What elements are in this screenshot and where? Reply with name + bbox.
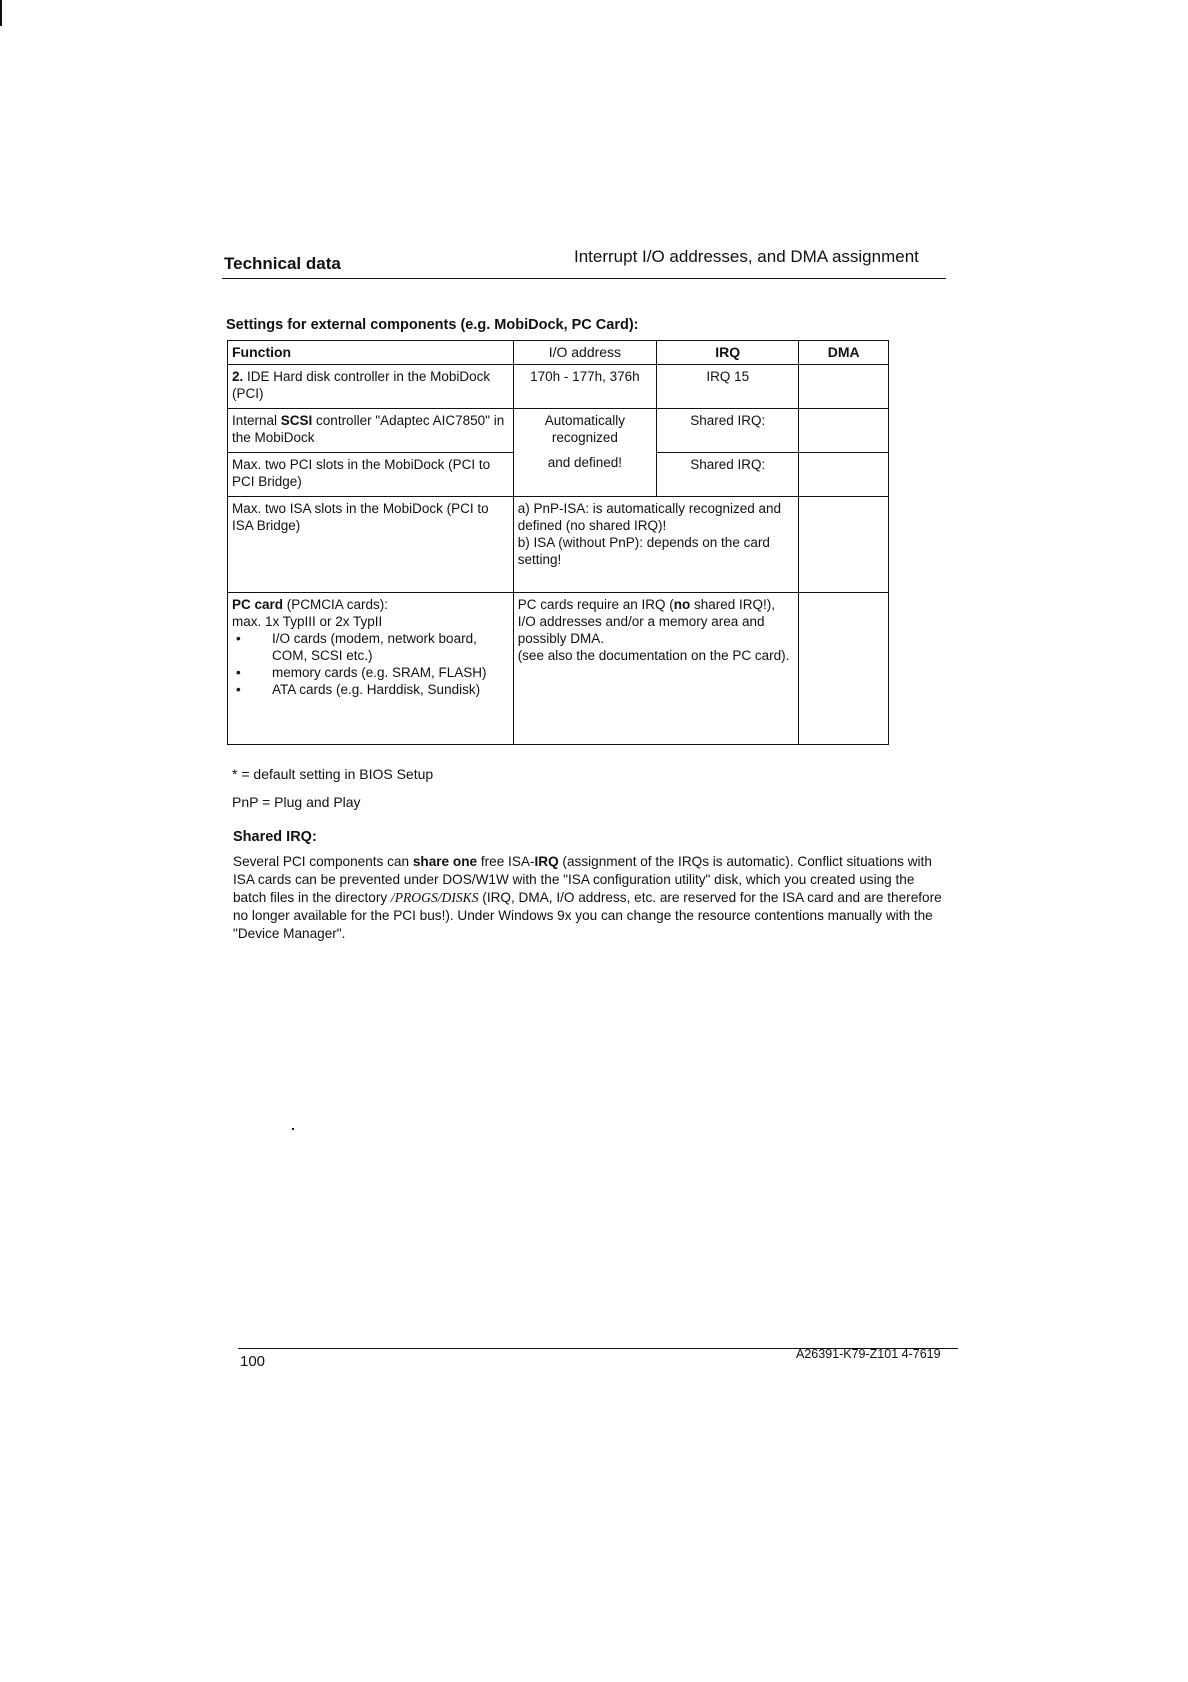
header-dma: DMA [799,341,889,365]
settings-table [227,340,889,745]
io-irq-note: (see also the documentation on the PC card). [517,648,790,663]
table-row [228,497,889,593]
note-pnp: PnP = Plug and Play [232,794,361,810]
function-bullet-list [232,630,509,698]
table-row [228,365,889,409]
shared-irq-paragraph [233,853,945,943]
cell-function [228,593,514,745]
function-pre: Internal [232,413,281,428]
document-id: A26391-K79-Z101 4-7619 [796,1347,941,1361]
list-item: • memory cards (e.g. SRAM, FLASH) [272,664,509,681]
io-irq-post: shared IRQ!), I/O addresses and/or a memory area and possibly DMA. [517,597,776,646]
cell-function: Max. two PCI slots in the MobiDock (PCI to PCI Bridge) [228,453,514,497]
io-irq-b: b) ISA (without PnP): depends on the card setting! [517,535,770,567]
cell-dma [799,365,889,409]
header-irq: IRQ [657,341,799,365]
cell-dma [799,497,889,593]
cell-irq: Shared IRQ: [657,409,799,453]
para-bold2: IRQ [534,854,559,869]
section-title: Settings for external components (e.g. MobiDock, PC Card): [226,317,639,333]
list-item: • ATA cards (e.g. Harddisk, Sundisk) [272,681,509,698]
header-io-address: I/O address [513,341,656,365]
cell-irq: Shared IRQ: [657,453,799,497]
para-path: /PROGS/DISKS [390,890,479,905]
function-bold: PC card [232,597,284,612]
function-bold: SCSI [280,413,313,428]
para-part3: (assignment of the IRQs is automatic). Conflict situations with ISA cards can be prevented under DOS/W1W with the "ISA configuration utility" disk, which you created using the batch files in the directory [233,854,932,905]
cell-function: Max. two ISA slots in the MobiDock (PCI to ISA Bridge) [228,497,514,593]
cell-function [228,409,514,453]
scan-edge-mark [0,0,2,26]
io-irq-bold: no [673,597,691,612]
function-line2: max. 1x TypIII or 2x TypII [232,614,383,629]
io-irq-a: a) PnP-ISA: is automatically recognized and defined (no shared IRQ)! [517,501,782,533]
header-right: Interrupt I/O addresses, and DMA assignment [574,247,919,266]
para-part1: Several PCI components can [233,854,413,869]
table-header-row [228,341,889,365]
cell-io-irq [513,497,799,593]
cell-dma [799,453,889,497]
io-irq-pre: PC cards require an IRQ ( [517,597,674,612]
cell-io: 170h - 177h, 376h [513,365,656,409]
para-part2: free ISA- [477,854,535,869]
table-row [228,409,889,453]
header-left: Technical data [224,254,341,273]
cell-dma [799,409,889,453]
stray-dot [292,1128,294,1130]
function-text: IDE Hard disk controller in the MobiDock (PCI) [232,369,491,401]
function-text: (PCMCIA cards): [283,597,389,612]
note-default-setting: * = default setting in BIOS Setup [232,766,434,782]
page-number: 100 [240,1353,266,1370]
cell-function [228,365,514,409]
function-text: controller "Adaptec AIC7850" in the MobiDock [232,413,505,445]
cell-io-irq [513,593,799,745]
cell-io-merged [513,409,656,497]
cell-irq: IRQ 15 [657,365,799,409]
para-bold1: share one [412,854,478,869]
io-line2: and defined! [547,455,623,470]
list-item: • I/O cards (modem, network board, COM, SCSI etc.) [272,630,509,664]
io-line1: Automatically recognized [544,413,626,445]
shared-irq-title: Shared IRQ: [233,829,317,845]
para-part4: (IRQ, DMA, I/O address, etc. are reserved for the ISA card and are therefore no longer available for the PCI bus!). Under Windows 9x you can change the resource contentions manually with the "Device Manager". [233,890,942,941]
cell-dma [799,593,889,745]
function-bold: 2. [232,369,244,384]
table-row [228,593,889,745]
header-function: Function [228,341,514,365]
header-rule [222,278,946,279]
